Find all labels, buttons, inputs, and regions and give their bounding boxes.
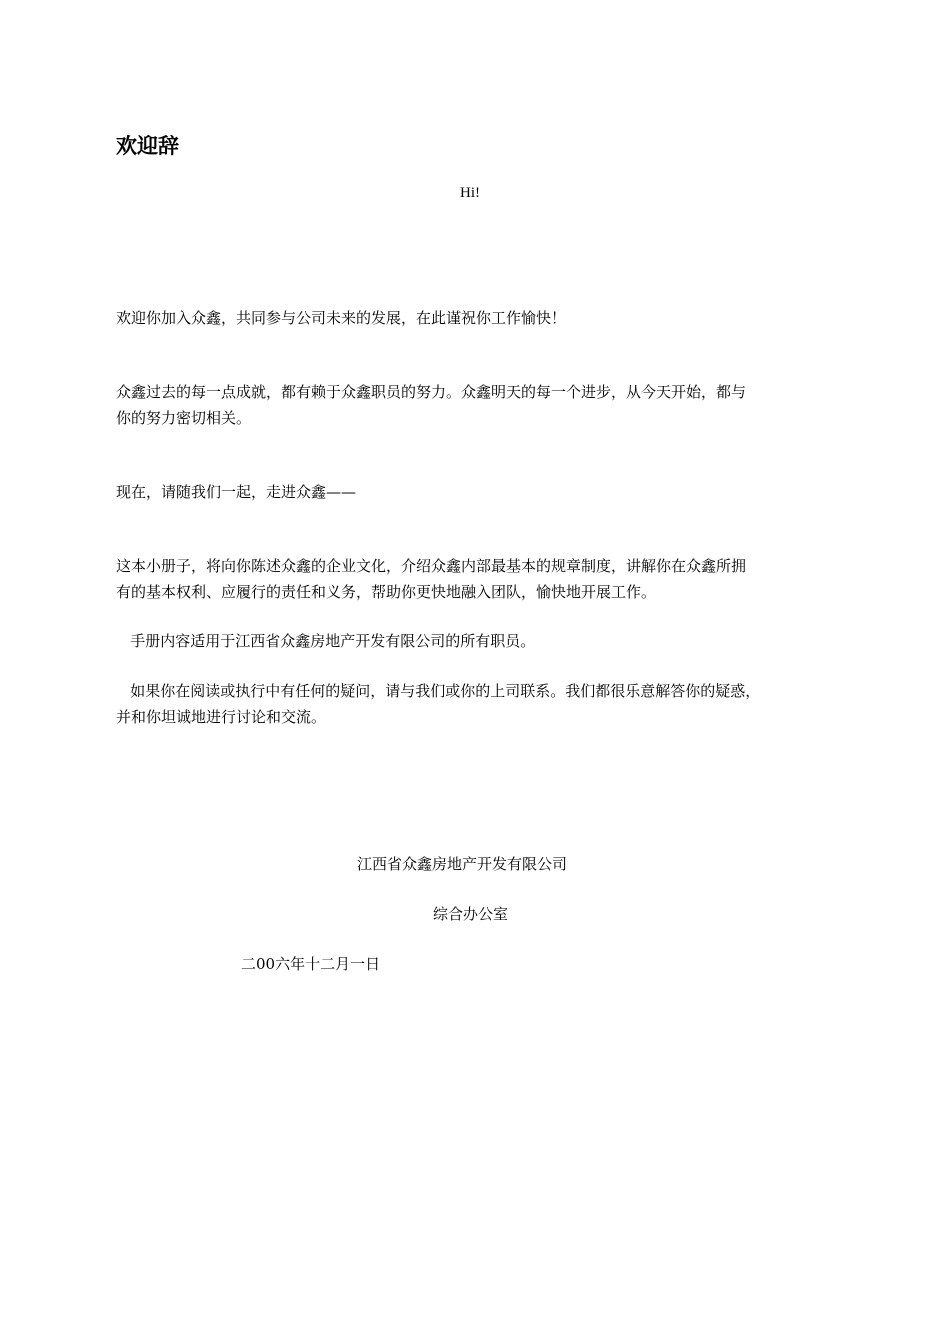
signature-department: 综合办公室 (433, 905, 509, 923)
signature-company: 江西省众鑫房地产开发有限公司 (357, 855, 568, 873)
paragraph-line: 欢迎你加入众鑫，共同参与公司未来的发展，在此谨祝你工作愉快！ (116, 309, 567, 327)
paragraph-line: 众鑫过去的每一点成就，都有赖于众鑫职员的努力。众鑫明天的每一个进步，从今天开始，都与 (116, 383, 747, 401)
paragraph-questions (116, 678, 841, 730)
paragraph-line: 手册内容适用于江西省众鑫房地产开发有限公司的所有职员。 (116, 632, 536, 650)
paragraph-line: 现在，请随我们一起，走进众鑫—— (116, 483, 357, 501)
paragraph-line: 你的努力密切相关。 (116, 409, 252, 427)
signature-date: 二00六年十二月一日 (241, 955, 381, 973)
paragraph-scope (116, 628, 841, 654)
paragraph-welcome (116, 305, 841, 331)
paragraph-invitation (116, 479, 841, 505)
page-title: 欢迎辞 (116, 134, 179, 158)
paragraph-line: 如果你在阅读或执行中有任何的疑问，请与我们或你的上司联系。我们都很乐意解答你的疑惑， (116, 682, 761, 700)
paragraph-achievements (116, 379, 841, 431)
paragraph-handbook-purpose (116, 553, 841, 605)
greeting-text: Hi! (460, 185, 480, 201)
paragraph-line: 并和你坦诚地进行讨论和交流。 (116, 708, 327, 726)
paragraph-line: 有的基本权利、应履行的责任和义务，帮助你更快地融入团队，愉快地开展工作。 (116, 583, 657, 601)
paragraph-line: 这本小册子，将向你陈述众鑫的企业文化，介绍众鑫内部最基本的规章制度，讲解你在众鑫所拥 (116, 557, 747, 575)
